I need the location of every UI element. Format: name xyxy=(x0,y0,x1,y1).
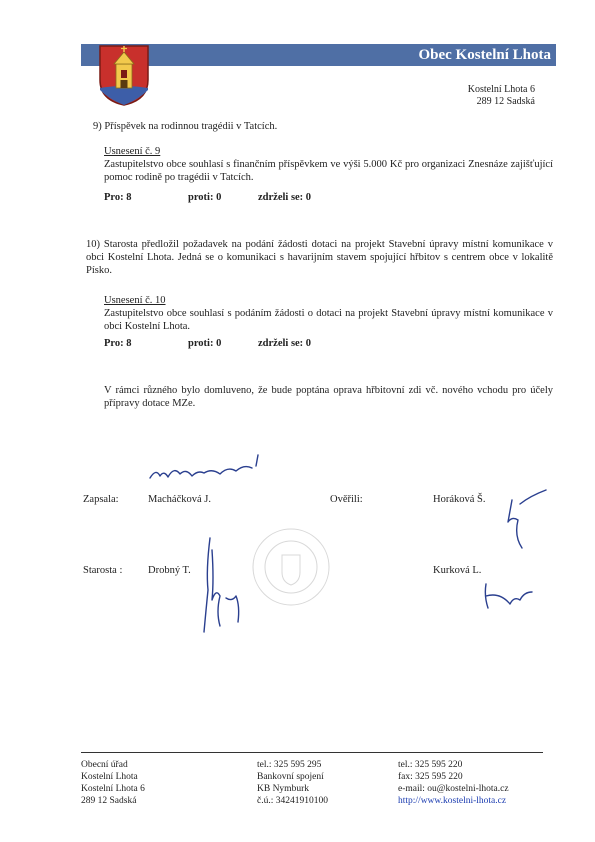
stamp-outer xyxy=(253,529,329,605)
verifier1-name: Horáková Š. xyxy=(433,494,486,505)
footer-office-line: Kostelní Lhota 6 xyxy=(81,784,145,794)
website-link[interactable]: http://www.kostelni-lhota.cz xyxy=(398,796,507,806)
vote10-against: proti: 0 xyxy=(188,338,222,349)
vote10-for: Pro: 8 xyxy=(104,338,132,349)
municipality-title: Obec Kostelní Lhota xyxy=(418,47,551,63)
address-line-1: Kostelní Lhota 6 xyxy=(467,84,535,95)
signature-kurkova xyxy=(485,584,532,608)
vote9-against: proti: 0 xyxy=(188,192,222,203)
signature-drobny xyxy=(204,538,239,632)
verified-label: Ověřili: xyxy=(330,494,363,505)
mayor-label: Starosta : xyxy=(83,565,123,576)
vote9-for: Pro: 8 xyxy=(104,192,132,203)
footer-website-link[interactable] xyxy=(398,795,509,807)
stamp-emblem xyxy=(282,555,300,585)
resolution9-text: Zastupitelstvo obce souhlasí s finančním příspěvkem ve výši 5.000 Kč pro organizaci Znesnáze zajišťující pomoc rodině po tragédii v Tatcích. xyxy=(104,159,553,183)
footer-col-office xyxy=(81,759,145,807)
footer-bank-line: KB Nymburk xyxy=(257,784,309,794)
footer-col-contact xyxy=(398,759,509,807)
resolution10-label: Usnesení č. 10 xyxy=(104,295,166,306)
footer-fax: fax: 325 595 220 xyxy=(398,772,463,782)
footer-office-line: Kostelní Lhota xyxy=(81,772,138,782)
signature-horakova xyxy=(508,490,546,548)
resolution9-label: Usnesení č. 9 xyxy=(104,146,161,157)
item9-heading: 9) Příspěvek na rodinnou tragédii v Tatcích. xyxy=(93,121,278,132)
mayor-name: Drobný T. xyxy=(148,565,191,576)
footer-bank-line: tel.: 325 595 295 xyxy=(257,760,322,770)
footer-col-bank xyxy=(257,759,328,807)
signature-machackova xyxy=(150,455,258,478)
address-line-2: 289 12 Sadská xyxy=(476,96,535,107)
footer-bank-line: Bankovní spojení xyxy=(257,772,324,782)
recorded-by-label: Zapsala: xyxy=(83,494,119,505)
vote9-abstain: zdrželi se: 0 xyxy=(258,192,312,203)
footer-office-line: Obecní úřad xyxy=(81,760,128,770)
item10-heading: 10) Starosta předložil požadavek na podání žádosti dotaci na projekt Stavební úpravy místní komunikace v obci Kostelní Lhota. Jedná se o komunikaci s havarijním stavem spojující hřbitov s centrem obce v lokalitě Písko. xyxy=(86,239,553,276)
footer-office-line: 289 12 Sadská xyxy=(81,796,137,806)
recorded-by-name: Macháčková J. xyxy=(148,494,211,505)
other-text: V rámci různého bylo domluveno, že bude poptána oprava hřbitovní zdi vč. nového vchodu pro účely přípravy dotace MZe. xyxy=(104,385,553,409)
footer-phone: tel.: 325 595 220 xyxy=(398,760,463,770)
vote10-abstain: zdrželi se: 0 xyxy=(258,338,312,349)
resolution10-text: Zastupitelstvo obce souhlasí s podáním žádosti o dotaci na projekt Stavební úpravy místní komunikace v obci Kostelní Lhota. xyxy=(104,308,553,332)
footer-divider xyxy=(81,752,543,753)
footer-bank-line: č.ú.: 34241910100 xyxy=(257,796,328,806)
footer-email[interactable]: e-mail: ou@kostelni-lhota.cz xyxy=(398,784,509,794)
verifier2-name: Kurková L. xyxy=(433,565,482,576)
